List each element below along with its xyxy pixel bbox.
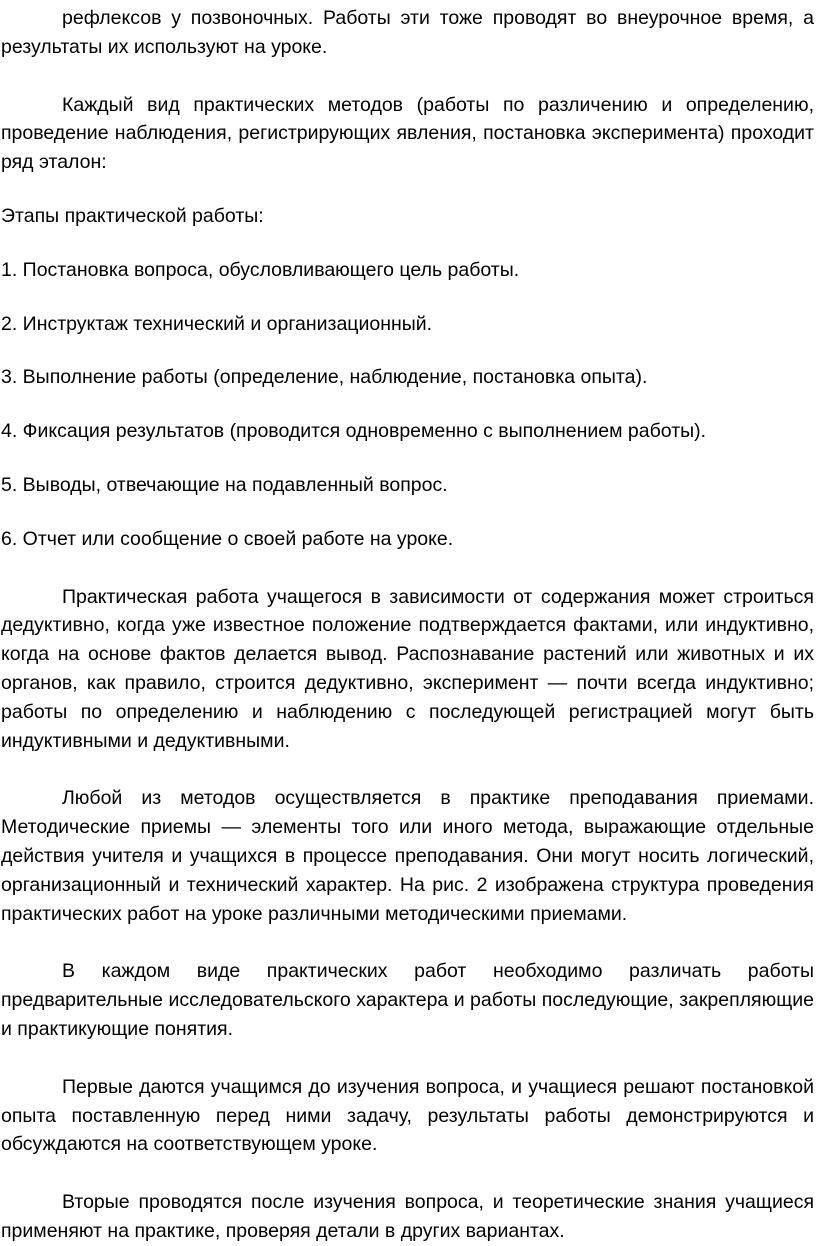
stage-item-2: 2. Инструктаж технический и организационный. (1, 312, 433, 335)
paragraph-practical-methods: Каждый вид практических методов (работы по различению и определению, проведение наблюдения, регистрирующих явления, постановка эксперимента) проходит ряд эталон: (1, 93, 814, 174)
paragraph-second-works: Вторые проводятся после изучения вопроса, и теоретические знания учащиеся применяют на практике, проверяя детали в других вариантах. (1, 1191, 814, 1242)
stages-heading: Этапы практической работы: (1, 204, 264, 227)
stage-item-6: 6. Отчет или сообщение о своей работе на уроке. (1, 527, 454, 550)
paragraph-work-types: В каждом виде практических работ необходимо различать работы предварительные исследовательского характера и работы последующие, закрепляющие и практикующие понятия. (1, 960, 814, 1040)
paragraph-intro-continuation: рефлексов у позвоночных. Работы эти тоже проводят во внеурочное время, а результаты их используют на уроке. (1, 7, 814, 58)
stage-item-5: 5. Выводы, отвечающие на подавленный вопрос. (1, 473, 448, 496)
stage-item-1: 1. Постановка вопроса, обусловливающего цель работы. (1, 258, 520, 281)
paragraph-methodical-techniques: Любой из методов осуществляется в практике преподавания приемами. Методические приемы — элементы того или иного метода, выражающие отдельные действия учителя и учащихся в процессе преподавания. Они могут носить логический, организационный и технический характер. На рис. 2 изображена структура проведения практических работ на уроке различными методическими приемами. (1, 787, 814, 925)
paragraph-deductive-inductive: Практическая работа учащегося в зависимости от содержания может строиться дедуктивно, когда уже известное положение подтверждается фактами, или индуктивно, когда на основе фактов делается вывод. Распознавание растений или животных и их органов, как правило, строится дедуктивно, эксперимент — почти всегда индуктивно; работы по определению и наблюдению с последующей регистрацией могут быть индуктивными и дедуктивными. (1, 585, 814, 752)
paragraph-first-works: Первые даются учащимся до изучения вопроса, и учащиеся решают постановкой опыта поставленную перед ними задачу, результаты работы демонстрируются и обсуждаются на соответствующем уроке. (1, 1075, 814, 1156)
stage-item-3: 3. Выполнение работы (определение, наблюдение, постановка опыта). (1, 366, 648, 389)
stage-item-4: 4. Фиксация результатов (проводится одновременно с выполнением работы). (1, 420, 707, 443)
